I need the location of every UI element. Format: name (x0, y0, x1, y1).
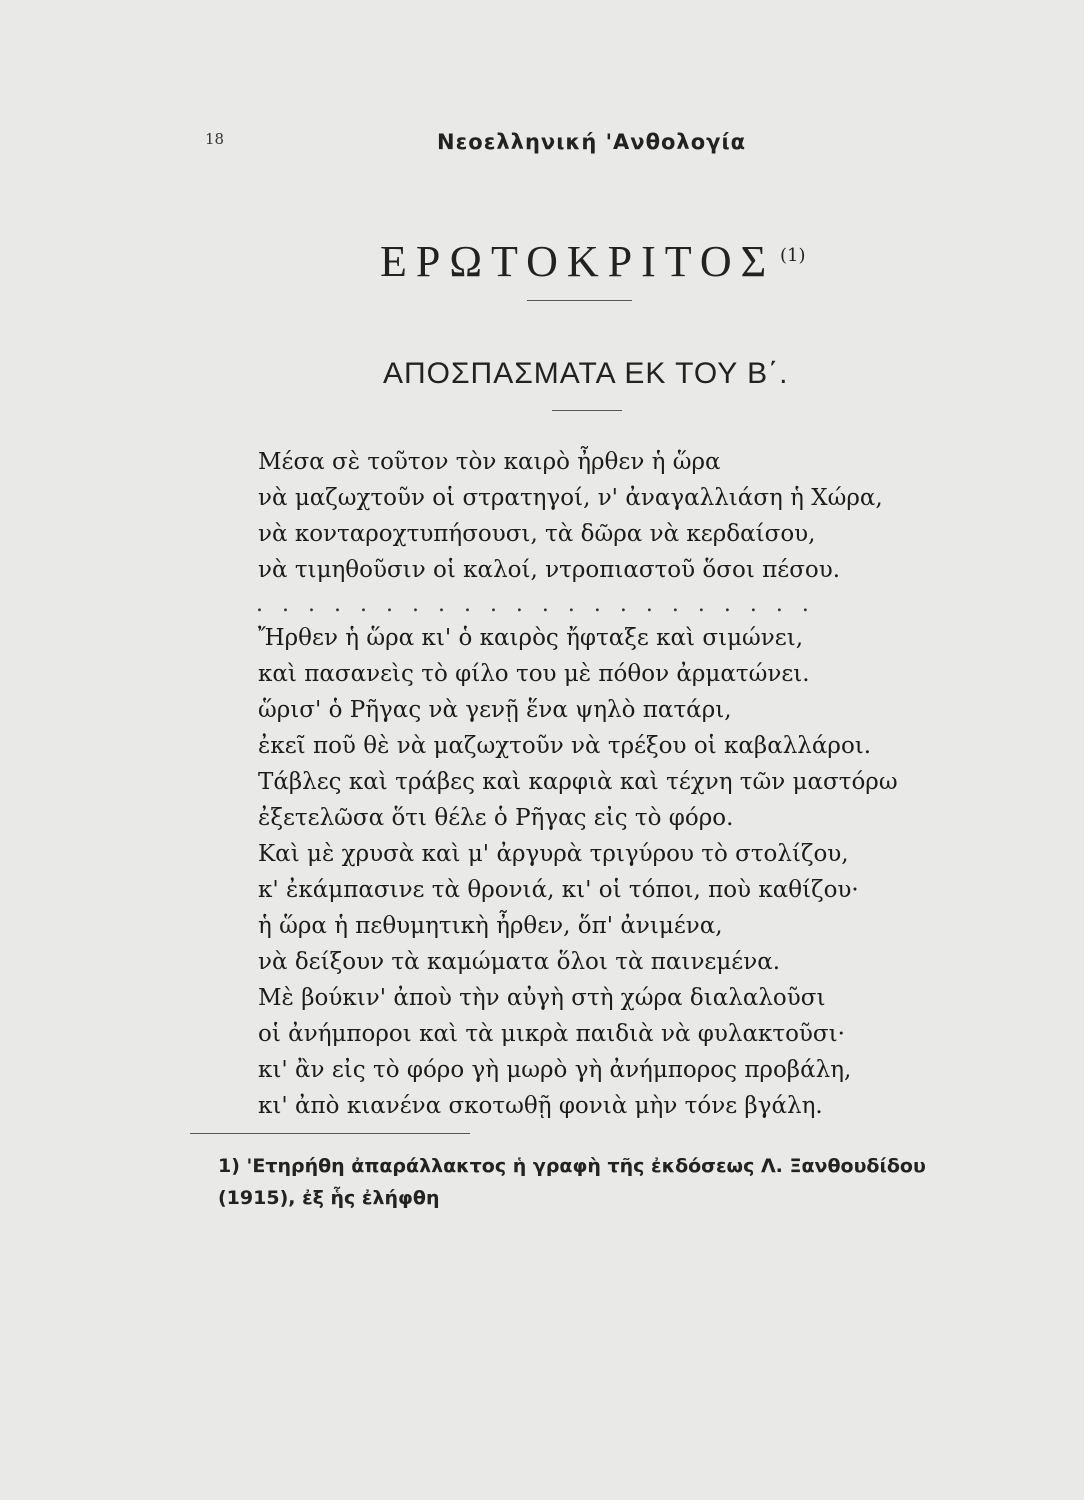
stanza-1 (258, 444, 883, 588)
subtitle-rule (552, 410, 622, 411)
verse-line: νὰ δείξουν τὰ καμώματα ὅλοι τὰ παινεμένα. (258, 949, 781, 975)
section-subtitle: ΑΠΟΣΠΑΣΜΑΤΑ ΕΚ ΤΟΥ Β΄. (383, 357, 789, 390)
verse-line: Μὲ βούκιν' ἀποὺ τὴν αὐγὴ στὴ χώρα διαλαλοῦσι (258, 985, 826, 1011)
verse-line: καὶ πασανεὶς τὸ φίλο του μὲ πόθον ἀρματώνει. (258, 661, 810, 687)
footnote-rule (190, 1133, 470, 1134)
footnote-line: 1) 'Ετηρήθη ἀπαράλλακτος ἡ γραφὴ τῆς ἐκδόσεως Λ. Ξανθουδίδου (218, 1155, 926, 1177)
footnote-line: (1915), ἐξ ἧς ἐλήφθη (218, 1187, 440, 1209)
poem-title: ΕΡΩΤΟΚΡΙΤΟΣ (380, 237, 776, 286)
verse-line: νὰ τιμηθοῦσιν οἱ καλοί, ντροπιαστοῦ ὅσοι πέσου. (258, 557, 841, 583)
verse-line: Καὶ μὲ χρυσὰ καὶ μ' ἀργυρὰ τριγύρου τὸ στολίζου, (258, 841, 849, 867)
verse-line: νὰ μαζωχτοῦν οἱ στρατηγοί, ν' ἀναγαλλιάση ἡ Χώρα, (258, 485, 883, 511)
title-rule (527, 300, 632, 301)
verse-line: ἐξετελῶσα ὅτι θέλε ὁ Ρῆγας εἰς τὸ φόρο. (258, 805, 734, 831)
verse-line: κι' ἀπὸ κιανένα σκοτωθῇ φονιὰ μὴν τόνε βγάλη. (258, 1093, 823, 1119)
verse-line: νὰ κονταροχτυπήσουσι, τὰ δῶρα νὰ κερδαίσου, (258, 521, 816, 547)
page-number: 18 (205, 130, 225, 148)
verse-line: ἐκεῖ ποῦ θὲ νὰ μαζωχτοῦν νὰ τρέξου οἱ καβαλλάροι. (258, 733, 872, 759)
verse-line: ἡ ὥρα ἡ πεθυμητικὴ ἦρθεν, ὅπ' ἀνιμένα, (258, 913, 723, 939)
verse-line: ὥρισ' ὁ Ρῆγας νὰ γενῇ ἕνα ψηλὸ πατάρι, (258, 697, 732, 723)
verse-line: Τάβλες καὶ τράβες καὶ καρφιὰ καὶ τέχνη τῶν μαστόρω (258, 769, 898, 795)
verse-line: Ἤρθεν ἡ ὥρα κι' ὁ καιρὸς ἤφταξε καὶ σιμώνει, (258, 625, 804, 651)
title-footnote-marker: (1) (780, 245, 806, 266)
verse-line: κι' ἂν εἰς τὸ φόρο γὴ μωρὸ γὴ ἀνήμπορος προβάλη, (258, 1057, 852, 1083)
verse-line: κ' ἐκάμπασινε τὰ θρονιά, κι' οἱ τόποι, ποὺ καθίζου· (258, 877, 859, 903)
footnote (218, 1150, 926, 1214)
verse-line: Μέσα σὲ τοῦτον τὸν καιρὸ ἦρθεν ἡ ὥρα (258, 449, 721, 475)
stanza-2 (258, 620, 898, 1124)
running-title: Νεοελληνική 'Ανθολογία (437, 130, 747, 154)
ellipsis-line: ...................... (256, 592, 828, 617)
verse-line: οἱ ἀνήμποροι καὶ τὰ μικρὰ παιδιὰ νὰ φυλακτοῦσι· (258, 1021, 845, 1047)
